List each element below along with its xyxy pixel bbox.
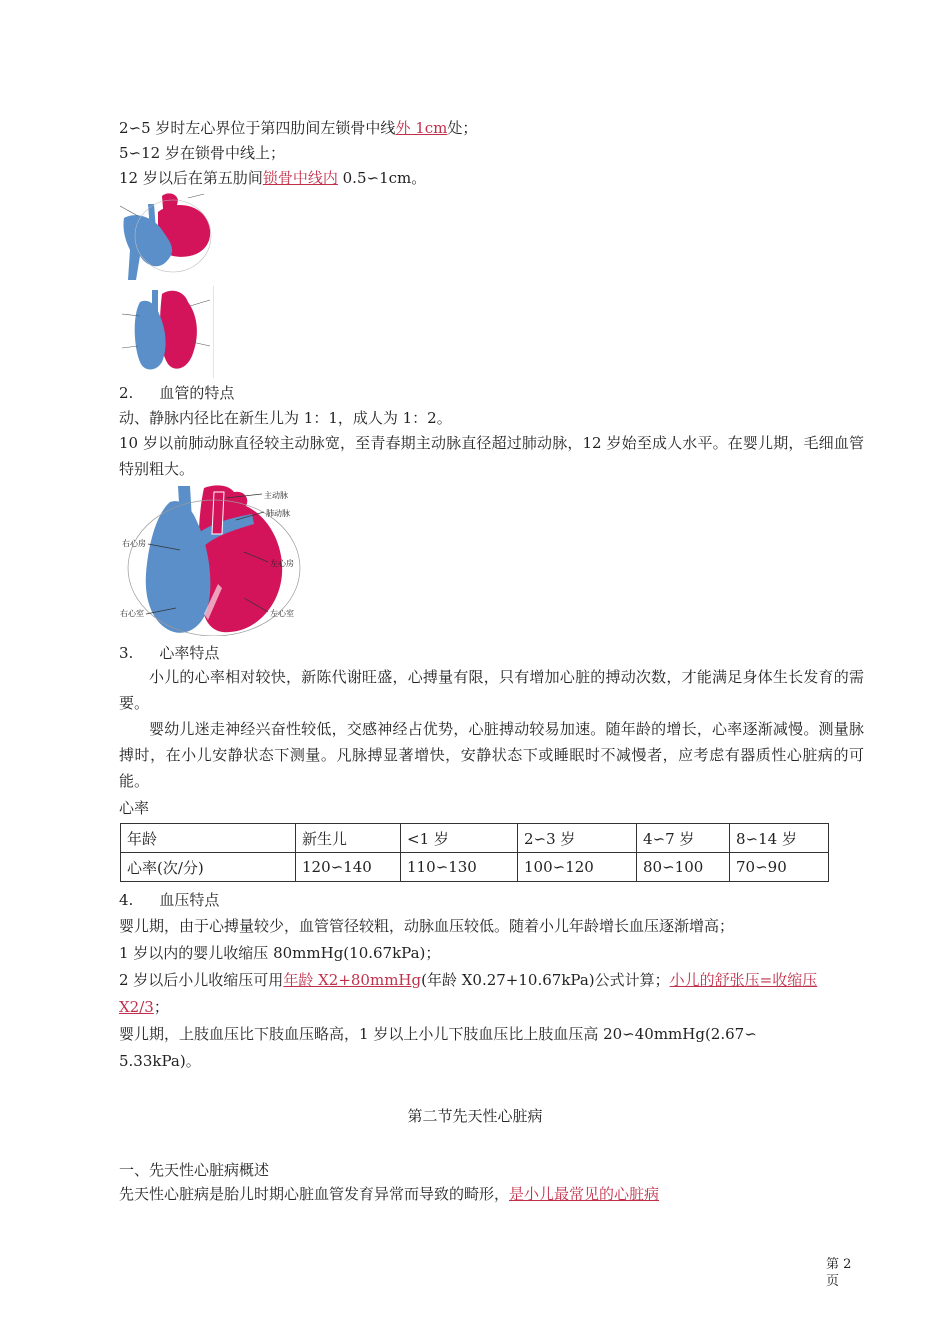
heart-rate-table <box>120 823 829 882</box>
label-pulmonary: 肺动脉 <box>266 509 290 518</box>
heading-number: 2. <box>119 384 134 402</box>
text-line: 动、静脉内径比在新生儿为 1：1，成人为 1：2。 <box>119 409 452 427</box>
label-right-ventricle: 右心室 <box>120 609 144 618</box>
label-left-ventricle: 左心室 <box>270 609 294 618</box>
table-cell: 110∽130 <box>401 853 518 882</box>
section-heading <box>119 890 219 910</box>
table-cell: 新生儿 <box>296 824 401 853</box>
table-cell: 100∽120 <box>518 853 637 882</box>
subsection-heading: 一、先天性心脏病概述 <box>119 1161 270 1179</box>
table-cell: 80∽100 <box>637 853 730 882</box>
text-span: 先天性心脏病是胎儿时期心脏血管发育异常而导致的畸形， <box>119 1185 510 1203</box>
page-number: 第 2 <box>826 1257 852 1272</box>
heading-text: 血压特点 <box>159 891 220 909</box>
text-span: 12 岁以后在第五肋间 <box>119 169 263 187</box>
text-span: 2∽5 岁时左心界位于第四肋间左锁骨中线 <box>119 119 396 137</box>
section-title: 第二节先天性心脏病 <box>407 1107 543 1125</box>
table-cell: 年龄 <box>121 824 296 853</box>
section-heading <box>119 383 234 403</box>
table-cell: 8∽14 岁 <box>730 824 829 853</box>
table-cell: 70∽90 <box>730 853 829 882</box>
section-heading <box>119 643 219 663</box>
text-line <box>119 168 426 188</box>
text-line <box>119 1184 659 1204</box>
label-right-atrium: 右心房 <box>122 539 146 548</box>
text-span: 处； <box>447 119 478 137</box>
text-line <box>119 997 169 1017</box>
table-cell: 4∽7 岁 <box>637 824 730 853</box>
text-span: ； <box>153 998 169 1016</box>
heart-diagram-small-2 <box>118 286 214 378</box>
paragraph: 婴幼儿迷走神经兴奋性较低，交感神经占优势，心脏搏动较易加速。随年龄的增长，心率逐渐减慢。测量脉搏时，在小儿安静状态下测量。凡脉搏显著增快，安静状态下或睡眠时不减慢者，应考虑有器质性心脏病的可能。 <box>119 720 864 790</box>
paragraph: 小儿的心率相对较快，新陈代谢旺盛，心搏量有限，只有增加心脏的搏动次数，才能满足身体生长发育的需要。 <box>119 668 864 712</box>
highlight-text: 小儿的舒张压=收缩压 <box>669 971 818 989</box>
text-line: 5.33kPa)。 <box>119 1052 201 1070</box>
text-line: 1 岁以内的婴儿收缩压 80mmHg(10.67kPa)； <box>119 944 441 962</box>
text-line <box>119 118 477 138</box>
text-line: 婴儿期，上肢血压比下肢血压略高，1 岁以上小儿下肢血压比上肢血压高 20∽40mmHg(2.67∽ <box>119 1025 757 1043</box>
highlight-text: 是小儿最常见的心脏病 <box>509 1185 660 1203</box>
page-footer <box>826 1256 856 1290</box>
table-cell: 120∽140 <box>296 853 401 882</box>
highlight-text: 锁骨中线内 <box>262 169 338 187</box>
text-line: 婴儿期，由于心搏量较少，血管管径较粗，动脉血压较低。随着小儿年龄增长血压逐渐增高； <box>119 917 735 935</box>
table-title: 心率 <box>119 799 150 817</box>
table-row <box>121 853 829 882</box>
highlight-text: 年龄 X2+80mmHg <box>283 971 422 989</box>
text-line <box>119 970 817 990</box>
label-left-atrium: 左心房 <box>270 559 294 568</box>
page-unit: 页 <box>826 1274 840 1289</box>
heading-number: 3. <box>119 644 134 662</box>
label-aorta: 主动脉 <box>264 491 288 500</box>
table-row <box>121 824 829 853</box>
highlight-text: 外 1cm <box>395 119 448 137</box>
table-cell: 心率(次/分) <box>121 853 296 882</box>
text-span: (年龄 X0.27+10.67kPa)公式计算； <box>421 971 670 989</box>
heading-text: 血管的特点 <box>159 384 235 402</box>
heart-diagram-large <box>118 484 304 636</box>
heading-number: 4. <box>119 891 134 909</box>
table-cell: 2∽3 岁 <box>518 824 637 853</box>
highlight-text: X2/3 <box>119 998 154 1016</box>
table-cell: <1 岁 <box>401 824 518 853</box>
text-line: 5∽12 岁在锁骨中线上； <box>119 144 285 162</box>
text-span: 2 岁以后小儿收缩压可用 <box>119 971 284 989</box>
text-span: 0.5∽1cm。 <box>337 169 427 187</box>
heading-text: 心率特点 <box>159 644 220 662</box>
heart-diagram-small-1 <box>118 190 214 282</box>
paragraph: 10 岁以前肺动脉直径较主动脉宽，至青春期主动脉直径超过肺动脉，12 岁始至成人水平。在婴儿期，毛细血管特别粗大。 <box>119 434 864 478</box>
